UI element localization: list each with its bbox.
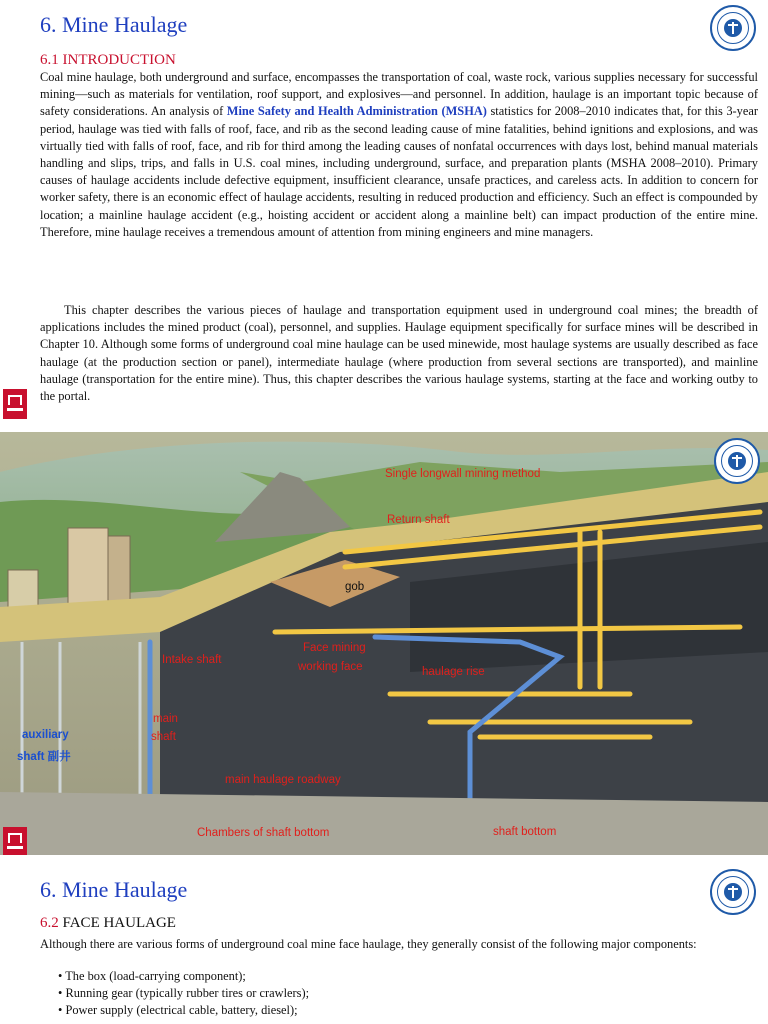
label-chambers: Chambers of shaft bottom	[197, 827, 330, 839]
component-list	[58, 968, 309, 1019]
list-item: • Running gear (typically rubber tires or crawlers);	[58, 985, 309, 1002]
university-emblem-icon	[3, 389, 27, 419]
label-return-shaft: Return shaft	[387, 514, 450, 526]
university-logo-icon-2	[714, 438, 760, 484]
label-gob: gob	[345, 581, 365, 593]
mine-haulage-diagram	[0, 432, 768, 855]
label-haulage-rise: haulage rise	[422, 666, 485, 678]
list-item: • Power supply (electrical cable, battery, diesel);	[58, 1002, 309, 1019]
label-intake-shaft: Intake shaft	[162, 654, 222, 666]
face-haulage-intro: Although there are various forms of underground coal mine face haulage, they generally consist of the following major components:	[40, 937, 697, 951]
intro-paragraph-2: This chapter describes the various pieces of haulage and transportation equipment used in underground coal mines; the breadth of applications includes the mined product (coal), personnel, and supplies. Haulage equipment specifically for surface mines will be described in Chapter 10. Although some forms of underground coal mine haulage can be used minewide, most haulage systems are usually described as face haulage (at the production section or panel), intermediate haulage (where production from several sections are transported), and mainline haulage (transportation for the entire mine). Thus, this chapter describes the various haulage systems, starting at the face and working outby to the portal.	[40, 303, 758, 404]
label-working-face: working face	[298, 661, 363, 673]
list-item: • The box (load-carrying component);	[58, 968, 309, 985]
section-number: 6.1	[40, 52, 59, 68]
label-auxiliary-shaft: shaft 副井	[17, 751, 71, 763]
section-title: INTRODUCTION	[62, 52, 176, 68]
section-heading	[40, 52, 176, 69]
label-shaft: shaft	[151, 731, 176, 743]
section-heading-2	[40, 915, 176, 932]
label-face-mining: Face mining	[303, 642, 366, 654]
slide-face-haulage	[0, 855, 768, 1024]
university-emblem-icon-2	[3, 827, 27, 855]
label-auxiliary: auxiliary	[22, 729, 69, 741]
msha-link[interactable]: Mine Safety and Health Administration (MSHA)	[226, 104, 487, 119]
intro-paragraph-1	[40, 69, 758, 241]
label-main-haulage-roadway: main haulage roadway	[225, 774, 341, 786]
intro-text-a: Coal mine haulage, both underground and surface, encompasses the transportation of coal, waste rock, various supplies necessary for successful mining—such as materials for ventilation, roof support, and explosives—and personnel. In addition, haulage is an important topic because of safety considerations. An analysis of	[40, 70, 758, 119]
university-logo-icon	[710, 5, 756, 51]
section-number-2: 6.2	[40, 915, 59, 931]
mine-diagram-illustration	[0, 432, 768, 855]
intro-text-b: statistics for 2008–2010 indicates that, for this 3-year period, haulage was tied with falls of roof, face, and rib as the second leading cause of mine fatalities, behind ignitions and explosions, and was virtually tied with falls of roof, face, and rib for third among the leading causes of nonfatal occurrences with days lost, behind manual materials handling and slips, trips, and falls in U.S. coal mines, including underground, surface, and preparation plants (MSHA 2008–2010). Primary causes of haulage accidents include defective equipment, insufficient clearance, unsafe practices, and careless acts. In addition to concern for worker safety, there is an economic effect of haulage accidents, resulting in reduced production and efficiency. Such an effect is compounded by location; a mainline haulage accident (e.g., hoisting accident or accident along a mainline belt) can impact production of the entire mine. Therefore, mine haulage receives a tremendous amount of attention from mining engineers and mine managers.	[40, 104, 759, 239]
page-title: 6. Mine Haulage	[40, 12, 188, 37]
page-title-2: 6. Mine Haulage	[40, 877, 188, 902]
university-logo-icon-3	[710, 869, 756, 915]
section-title-2: FACE HAULAGE	[62, 915, 176, 931]
label-main: main	[153, 713, 178, 725]
label-shaft-bottom: shaft bottom	[493, 826, 557, 838]
label-single-longwall: Single longwall mining method	[385, 468, 541, 480]
slide-intro	[0, 0, 768, 432]
